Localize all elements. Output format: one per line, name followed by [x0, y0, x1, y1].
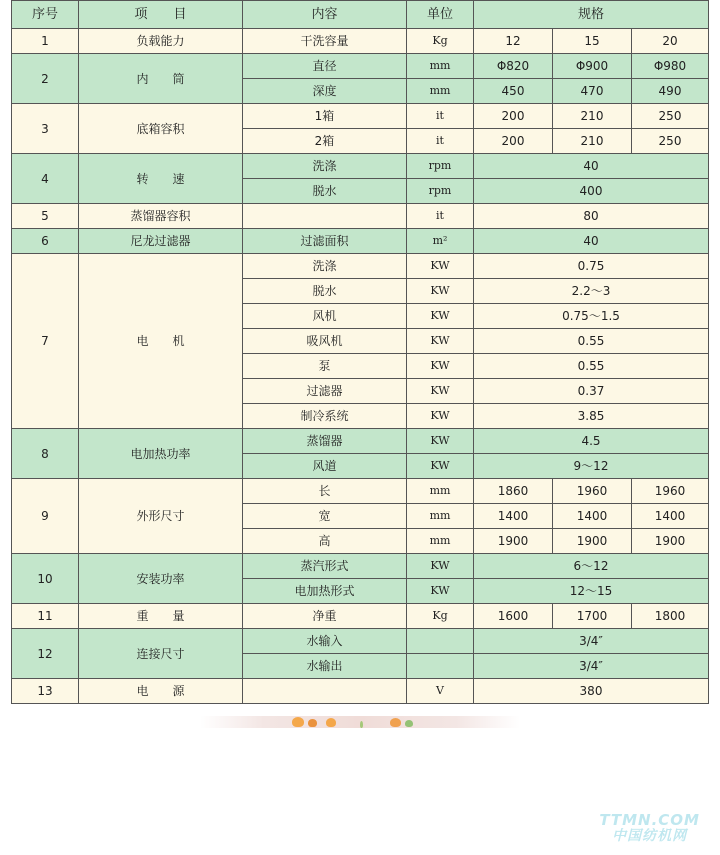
table-row [12, 479, 709, 504]
row-content: 吸风机 [243, 329, 407, 354]
row-unit: Kg [407, 29, 474, 54]
table-row [12, 54, 709, 79]
row-unit: mm [407, 529, 474, 554]
row-content: 电加热形式 [243, 579, 407, 604]
row-unit [407, 654, 474, 679]
row-item: 底箱容积 [79, 104, 243, 154]
row-content: 脱水 [243, 179, 407, 204]
row-item: 转 速 [79, 154, 243, 204]
row-value: 3.85 [474, 404, 709, 429]
row-value: 40 [474, 154, 709, 179]
watermark-cn: 中国纺机网 [612, 828, 688, 844]
row-unit: KW [407, 404, 474, 429]
row-value-1: 200 [474, 129, 553, 154]
row-content [243, 204, 407, 229]
row-value: 3/4″ [474, 654, 709, 679]
header-row [12, 1, 709, 29]
row-unit: mm [407, 79, 474, 104]
row-value-3: 1800 [632, 604, 709, 629]
row-unit [407, 629, 474, 654]
row-content: 水输入 [243, 629, 407, 654]
row-unit: KW [407, 354, 474, 379]
row-content: 洗涤 [243, 254, 407, 279]
table-row [12, 254, 709, 279]
row-unit: KW [407, 454, 474, 479]
row-item: 安装功率 [79, 554, 243, 604]
row-value-1: Φ820 [474, 54, 553, 79]
row-no: 10 [12, 554, 79, 604]
row-unit: KW [407, 429, 474, 454]
row-unit: rpm [407, 179, 474, 204]
row-value-3: 20 [632, 29, 709, 54]
row-content: 过滤面积 [243, 229, 407, 254]
row-item: 电加热功率 [79, 429, 243, 479]
row-value-1: 450 [474, 79, 553, 104]
row-value: 380 [474, 679, 709, 704]
row-unit: KW [407, 279, 474, 304]
table-row [12, 604, 709, 629]
row-value: 0.75 [474, 254, 709, 279]
header-content: 内容 [243, 1, 407, 29]
row-no: 5 [12, 204, 79, 229]
row-value: 40 [474, 229, 709, 254]
row-item: 外形尺寸 [79, 479, 243, 554]
row-value: 2.2～3 [474, 279, 709, 304]
row-no: 8 [12, 429, 79, 479]
row-item: 电 机 [79, 254, 243, 429]
row-no: 7 [12, 254, 79, 429]
row-no: 4 [12, 154, 79, 204]
row-content: 脱水 [243, 279, 407, 304]
table-row [12, 679, 709, 704]
row-value: 12～15 [474, 579, 709, 604]
row-content: 风道 [243, 454, 407, 479]
row-unit: it [407, 129, 474, 154]
row-value-2: 1400 [553, 504, 632, 529]
row-value-1: 12 [474, 29, 553, 54]
row-content: 净重 [243, 604, 407, 629]
row-unit: mm [407, 54, 474, 79]
row-no: 6 [12, 229, 79, 254]
row-item: 电 源 [79, 679, 243, 704]
row-content: 蒸馏器 [243, 429, 407, 454]
row-value-1: 200 [474, 104, 553, 129]
header-no: 序号 [12, 1, 79, 29]
row-content: 长 [243, 479, 407, 504]
row-value-3: 250 [632, 129, 709, 154]
header-item: 项 目 [79, 1, 243, 29]
row-unit: KW [407, 254, 474, 279]
row-unit: KW [407, 554, 474, 579]
row-value: 0.75～1.5 [474, 304, 709, 329]
row-value-3: 1900 [632, 529, 709, 554]
row-value-3: 250 [632, 104, 709, 129]
table-row [12, 429, 709, 454]
header-spec: 规格 [474, 1, 709, 29]
row-item: 重 量 [79, 604, 243, 629]
row-value-1: 1400 [474, 504, 553, 529]
row-unit: KW [407, 579, 474, 604]
table-row [12, 629, 709, 654]
row-content: 制冷系统 [243, 404, 407, 429]
row-no: 13 [12, 679, 79, 704]
row-unit: Kg [407, 604, 474, 629]
row-unit: it [407, 104, 474, 129]
row-unit: KW [407, 329, 474, 354]
row-value-2: 1700 [553, 604, 632, 629]
row-value: 80 [474, 204, 709, 229]
row-value-3: 1400 [632, 504, 709, 529]
row-value: 400 [474, 179, 709, 204]
row-value-2: 210 [553, 104, 632, 129]
row-value: 4.5 [474, 429, 709, 454]
row-value-1: 1900 [474, 529, 553, 554]
row-value-1: 1600 [474, 604, 553, 629]
row-item: 内 筒 [79, 54, 243, 104]
row-unit: rpm [407, 154, 474, 179]
table-row [12, 29, 709, 54]
row-value: 6～12 [474, 554, 709, 579]
row-no: 12 [12, 629, 79, 679]
table-row [12, 204, 709, 229]
row-value-2: 210 [553, 129, 632, 154]
row-content: 2箱 [243, 129, 407, 154]
row-no: 1 [12, 29, 79, 54]
row-value-3: Φ980 [632, 54, 709, 79]
watermark-en: TTMN.COM [599, 811, 700, 829]
row-value-2: Φ900 [553, 54, 632, 79]
header-unit: 单位 [407, 1, 474, 29]
row-content: 过滤器 [243, 379, 407, 404]
row-content: 泵 [243, 354, 407, 379]
row-no: 11 [12, 604, 79, 629]
row-value-2: 1960 [553, 479, 632, 504]
flower-decoration [200, 716, 520, 728]
row-value-3: 1960 [632, 479, 709, 504]
row-unit: m² [407, 229, 474, 254]
row-content: 干洗容量 [243, 29, 407, 54]
row-unit: mm [407, 479, 474, 504]
row-item: 连接尺寸 [79, 629, 243, 679]
row-content: 深度 [243, 79, 407, 104]
row-content: 水输出 [243, 654, 407, 679]
row-unit: KW [407, 379, 474, 404]
row-unit: KW [407, 304, 474, 329]
table-row [12, 554, 709, 579]
row-content: 蒸汽形式 [243, 554, 407, 579]
row-unit: it [407, 204, 474, 229]
row-value-2: 470 [553, 79, 632, 104]
site-watermark [599, 812, 700, 844]
row-value-1: 1860 [474, 479, 553, 504]
row-item: 尼龙过滤器 [79, 229, 243, 254]
row-value-2: 15 [553, 29, 632, 54]
row-content [243, 679, 407, 704]
row-value: 9～12 [474, 454, 709, 479]
row-value: 0.55 [474, 329, 709, 354]
row-no: 2 [12, 54, 79, 104]
row-value: 0.37 [474, 379, 709, 404]
table-row [12, 154, 709, 179]
row-content: 风机 [243, 304, 407, 329]
row-unit: mm [407, 504, 474, 529]
row-value: 3/4″ [474, 629, 709, 654]
row-value-2: 1900 [553, 529, 632, 554]
table-row [12, 104, 709, 129]
spec-table [11, 0, 709, 704]
table-row [12, 229, 709, 254]
row-content: 1箱 [243, 104, 407, 129]
row-content: 直径 [243, 54, 407, 79]
row-content: 高 [243, 529, 407, 554]
row-unit: V [407, 679, 474, 704]
row-content: 宽 [243, 504, 407, 529]
row-no: 3 [12, 104, 79, 154]
row-item: 负载能力 [79, 29, 243, 54]
row-item: 蒸馏器容积 [79, 204, 243, 229]
row-value: 0.55 [474, 354, 709, 379]
row-value-3: 490 [632, 79, 709, 104]
row-content: 洗涤 [243, 154, 407, 179]
row-no: 9 [12, 479, 79, 554]
